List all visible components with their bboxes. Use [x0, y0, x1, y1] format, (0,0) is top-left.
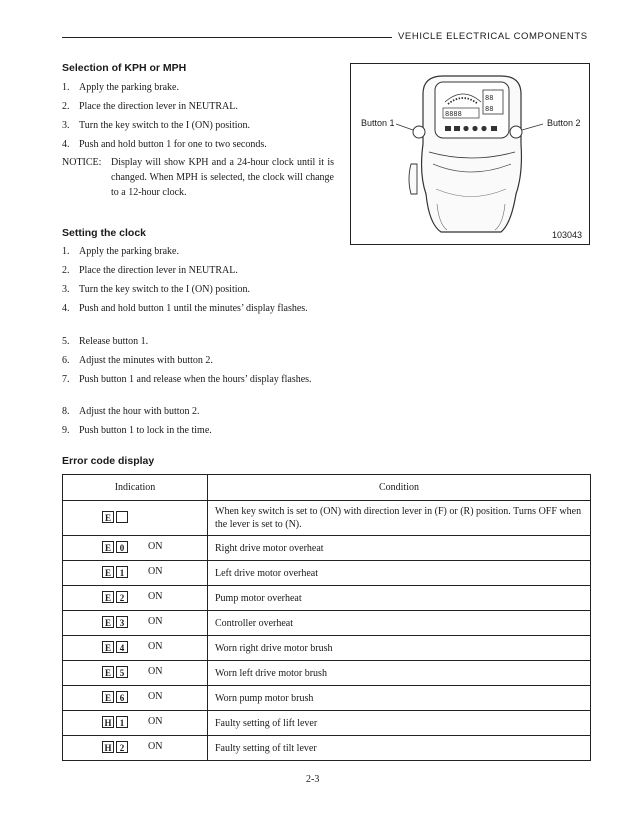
step-number: 4. — [62, 139, 70, 150]
code-char-1: E — [102, 591, 114, 603]
code-char-1: E — [102, 691, 114, 703]
step-text: Adjust the minutes with button 2. — [79, 355, 213, 366]
indication-cell — [63, 636, 208, 661]
display-unit-illustration — [351, 64, 589, 244]
on-state: ON — [148, 616, 163, 627]
error-table-body — [63, 501, 591, 761]
condition-cell: Left drive motor overheat — [208, 561, 591, 586]
condition-cell: Right drive motor overheat — [208, 536, 591, 561]
page-number: 2-3 — [306, 774, 320, 785]
step-text: Push and hold button 1 until the minutes’ display flashes. — [79, 303, 308, 314]
code-char-2: 1 — [116, 716, 128, 728]
code-char-2: 2 — [116, 591, 128, 603]
condition-cell: Controller overheat — [208, 611, 591, 636]
notice-text: Display will show KPH and a 24-hour clock until it is changed. When MPH is selected, the clock will change to a 12-hour clock. — [111, 157, 334, 198]
code-char-1: H — [102, 741, 114, 753]
table-row — [63, 686, 591, 711]
step-text: Turn the key switch to the I (ON) position. — [79, 284, 251, 295]
code-char-2 — [116, 511, 128, 523]
code-char-2: 2 — [116, 741, 128, 753]
table-row — [63, 586, 591, 611]
svg-text:88: 88 — [485, 94, 494, 102]
step-number: 2. — [62, 101, 70, 112]
table-row — [63, 536, 591, 561]
code-char-2: 4 — [116, 641, 128, 653]
button-1-label: Button 1 — [361, 118, 395, 128]
error-table-header-row — [63, 475, 591, 501]
step-number: 7. — [62, 374, 70, 385]
table-row — [63, 636, 591, 661]
code-char-2: 3 — [116, 616, 128, 628]
code-char-2: 1 — [116, 566, 128, 578]
display-figure — [350, 63, 590, 245]
step-number: 1. — [62, 82, 70, 93]
table-row — [63, 736, 591, 761]
step-text: Push button 1 to lock in the time. — [79, 425, 212, 436]
indication-cell — [63, 561, 208, 586]
code-char-1: E — [102, 566, 114, 578]
step-number: 3. — [62, 284, 70, 295]
step-text: Adjust the hour with button 2. — [79, 406, 200, 417]
table-row — [63, 661, 591, 686]
condition-cell: Faulty setting of lift lever — [208, 711, 591, 736]
figure-number: 103043 — [552, 230, 583, 240]
on-state: ON — [148, 591, 163, 602]
table-row — [63, 501, 591, 536]
step-text: Place the direction lever in NEUTRAL. — [79, 101, 238, 112]
indication-cell — [63, 536, 208, 561]
notice-label: NOTICE: — [62, 157, 102, 168]
code-char-1: E — [102, 666, 114, 678]
indication-cell — [63, 686, 208, 711]
condition-cell: When key switch is set to (ON) with direction lever in (F) or (R) position. Turns OFF when the lever is set to (N). — [208, 501, 591, 536]
step-text: Turn the key switch to the I (ON) position. — [79, 120, 251, 131]
condition-cell: Worn right drive motor brush — [208, 636, 591, 661]
condition-cell: Worn left drive motor brush — [208, 661, 591, 686]
step-number: 6. — [62, 355, 70, 366]
code-char-1: E — [102, 541, 114, 553]
indication-cell — [63, 711, 208, 736]
indication-cell — [63, 736, 208, 761]
table-row — [63, 561, 591, 586]
table-row — [63, 711, 591, 736]
condition-cell: Faulty setting of tilt lever — [208, 736, 591, 761]
step-text: Release button 1. — [79, 336, 149, 347]
code-char-1: E — [102, 616, 114, 628]
step-text: Push button 1 and release when the hours’ display flashes. — [79, 374, 312, 385]
error-code-table — [62, 474, 591, 761]
code-char-2: 6 — [116, 691, 128, 703]
button-2-label: Button 2 — [547, 118, 581, 128]
code-char-2: 0 — [116, 541, 128, 553]
indication-cell — [63, 501, 208, 536]
on-state: ON — [148, 666, 163, 677]
code-char-2: 5 — [116, 666, 128, 678]
code-char-1: H — [102, 716, 114, 728]
step-number: 3. — [62, 120, 70, 131]
svg-text:88: 88 — [485, 105, 494, 113]
on-state: ON — [148, 566, 163, 577]
header-rule — [62, 37, 392, 38]
step-number: 9. — [62, 425, 70, 436]
step-text: Place the direction lever in NEUTRAL. — [79, 265, 238, 276]
indication-cell — [63, 611, 208, 636]
section-title-setting-clock: Setting the clock — [62, 227, 147, 239]
svg-text:8888: 8888 — [445, 110, 462, 118]
header-condition: Condition — [208, 475, 591, 501]
page-header-title: VEHICLE ELECTRICAL COMPONENTS — [398, 31, 588, 42]
section-title-error-code: Error code display — [62, 455, 155, 467]
step-number: 4. — [62, 303, 70, 314]
step-text: Push and hold button 1 for one to two seconds. — [79, 139, 267, 150]
indication-cell — [63, 661, 208, 686]
on-state: ON — [148, 641, 163, 652]
code-char-1: E — [102, 511, 114, 523]
on-state: ON — [148, 541, 163, 552]
on-state: ON — [148, 716, 163, 727]
step-text: Apply the parking brake. — [79, 246, 179, 257]
step-number: 5. — [62, 336, 70, 347]
table-row — [63, 611, 591, 636]
step-number: 2. — [62, 265, 70, 276]
condition-cell: Worn pump motor brush — [208, 686, 591, 711]
step-text: Apply the parking brake. — [79, 82, 179, 93]
on-state: ON — [148, 741, 163, 752]
step-number: 8. — [62, 406, 70, 417]
step-number: 1. — [62, 246, 70, 257]
condition-cell: Pump motor overheat — [208, 586, 591, 611]
code-char-1: E — [102, 641, 114, 653]
header-indication: Indication — [63, 475, 208, 501]
section-title-kph-mph: Selection of KPH or MPH — [62, 62, 187, 74]
on-state: ON — [148, 691, 163, 702]
indication-cell — [63, 586, 208, 611]
